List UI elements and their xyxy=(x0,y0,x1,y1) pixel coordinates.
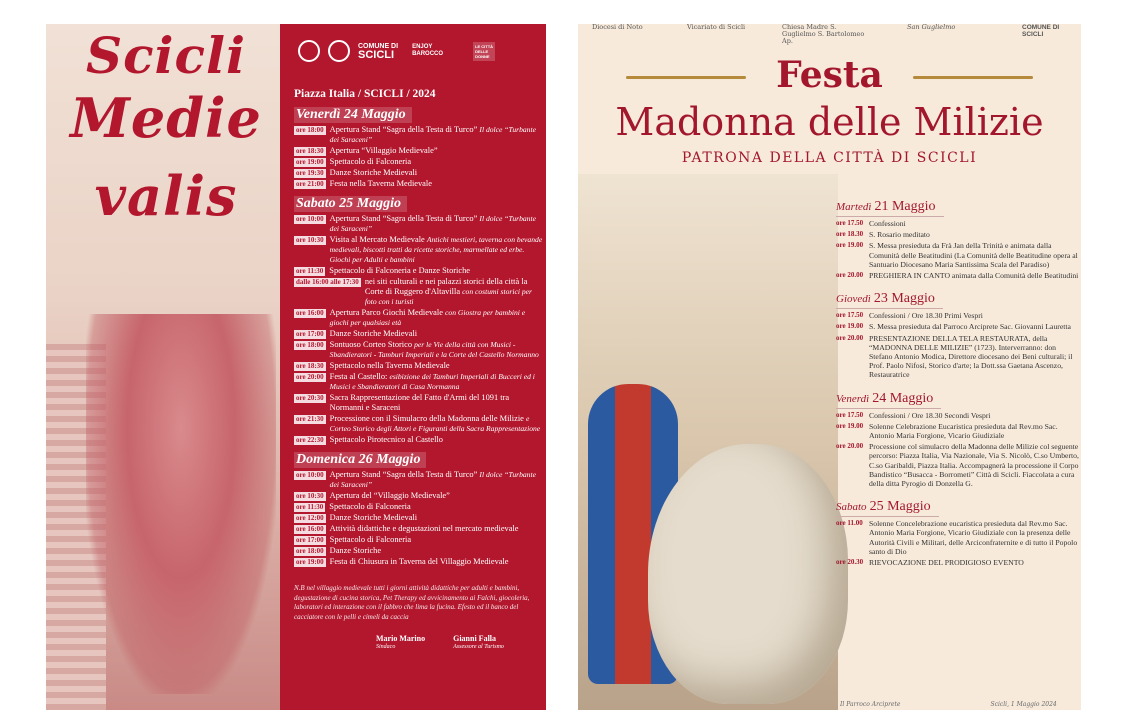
schedule-row xyxy=(294,179,544,189)
enjoy-barocco-logo xyxy=(412,44,443,58)
event-time: ore 19.00 xyxy=(836,421,864,430)
event-time: ore 19.00 xyxy=(836,322,864,331)
schedule-row xyxy=(294,502,544,512)
event-time: ore 17:00 xyxy=(296,330,324,338)
event-description xyxy=(329,266,470,276)
ornament-left xyxy=(626,76,746,79)
statue-photo xyxy=(578,174,838,710)
festa-schedule xyxy=(836,196,1081,575)
footer-signature: Il Parroco Arciprete xyxy=(840,701,901,708)
event-time: ore 19.00 xyxy=(836,241,864,250)
event-detail: con Giostra per bambini e giochi per qualsiasi età xyxy=(329,308,526,327)
schedule-row xyxy=(836,219,1081,228)
logo-san-guglielmo: San Guglielmo xyxy=(907,24,956,31)
event-description xyxy=(330,329,417,339)
event-time: ore 17.50 xyxy=(836,410,864,419)
event-description xyxy=(330,513,417,523)
event-time: ore 18.30 xyxy=(836,230,864,239)
comune-logo-text-2: SCICLI xyxy=(358,48,395,61)
signature-name: Mario Marino xyxy=(376,634,426,643)
event-time: ore 18:30 xyxy=(296,147,324,155)
event-description xyxy=(330,491,450,501)
schedule-row xyxy=(836,230,1081,239)
poster-footer xyxy=(840,701,1057,708)
schedule-row xyxy=(294,513,544,523)
day-date: 23 Maggio xyxy=(873,291,935,307)
event-time: ore 18:00 xyxy=(296,341,324,349)
medieval-schedule xyxy=(294,88,544,651)
event-title: Spettacolo di Falconeria xyxy=(329,535,412,544)
logo-diocesi: Diocesi di Noto xyxy=(592,24,643,31)
event-time: ore 12:00 xyxy=(296,514,324,522)
event-title: Apertura Stand “Sagra della Testa di Turco” xyxy=(329,125,478,134)
day-weekday: Venerdì xyxy=(836,392,870,405)
event-detail: per le Vie della città con Musici - Sbandieratori - Tamburi Imperiali e la Corte del Castello Normanno xyxy=(329,340,539,359)
day-heading: Venerdì 24 Maggio xyxy=(294,107,412,123)
event-title: Festa di Chiusura in Taverna del Villaggio Medievale xyxy=(329,557,509,566)
event-description xyxy=(330,372,544,392)
event-description: RIEVOCAZIONE DEL PRODIGIOSO EVENTO xyxy=(869,558,1024,568)
event-detail: e Corteo Storico degli Attori e Figuranti della Sacra Rappresentazione xyxy=(329,414,541,433)
event-title: Sontuoso Corteo Storico xyxy=(329,340,413,349)
schedule-row xyxy=(836,422,1081,440)
event-title: Spettacolo di Falconeria xyxy=(329,157,412,166)
event-title: Apertura Stand “Sagra della Testa di Turco” xyxy=(329,470,478,479)
event-description xyxy=(330,414,544,434)
schedule-row xyxy=(294,524,544,534)
event-description xyxy=(330,235,544,265)
event-time: ore 18:00 xyxy=(296,126,324,134)
event-time: ore 11.00 xyxy=(836,519,863,528)
event-time: ore 22:30 xyxy=(296,436,324,444)
citta-donne-logo: LE CITTÀ DELLE DONNE xyxy=(475,43,494,59)
event-description xyxy=(330,340,544,360)
schedule-row xyxy=(294,535,544,545)
enjoy-text: ENJOY xyxy=(412,44,433,50)
day-spacer xyxy=(294,446,544,450)
schedule-row xyxy=(294,470,544,490)
schedule-row xyxy=(836,442,1081,488)
event-description xyxy=(330,435,443,445)
comune-logo-text: COMUNE DI xyxy=(358,42,399,50)
event-title: Apertura del “Villaggio Medievale” xyxy=(329,491,450,500)
day-heading xyxy=(836,498,939,517)
event-description: S. Messa presieduta dal Parroco Arciprete Sac. Giovanni Lauretta xyxy=(869,322,1071,332)
signature-role: Assessore al Turismo xyxy=(453,644,504,650)
crest-icon xyxy=(298,40,320,62)
festa-title: Festa xyxy=(776,54,883,96)
schedule-row xyxy=(294,146,544,156)
schedule-row xyxy=(294,308,544,328)
madonna-milizie-poster xyxy=(578,24,1081,710)
event-description: Confessioni xyxy=(869,219,906,228)
schedule-note: N.B nel villaggio medievale tutti i giorni attività didattiche per adulti e bambini, degustazione di cucina storica, Pet Therapy ed avvicinamento ai Falchi, giocoleria, laboratori ed interazione con il fabbro che lima la fucina. Efesto ed il banco del cacciatore con le pelli e cimeli da caccia xyxy=(294,584,530,621)
day-spacer xyxy=(836,282,1081,288)
schedule-row xyxy=(294,372,544,392)
schedule-row xyxy=(294,168,544,178)
schedule-row xyxy=(294,125,544,145)
signature xyxy=(376,634,425,651)
event-detail: Il dolce “Turbante dei Saraceni” xyxy=(329,470,536,489)
day-spacer xyxy=(294,190,544,194)
event-description xyxy=(330,557,509,567)
event-description xyxy=(330,179,432,189)
schedule-row xyxy=(294,361,544,371)
event-description xyxy=(330,470,544,490)
event-description xyxy=(330,535,411,545)
signature xyxy=(453,634,504,651)
comune-logo-icon xyxy=(328,40,350,62)
event-description: S. Messa presieduta da Frà Jan della Trinità e animata dalla Comunità delle Beatitudini (La Comunità delle Beatitudine opera al Santuario Diocesano Maria Santissima Scala del Paradiso) xyxy=(869,241,1078,269)
day-weekday: Sabato xyxy=(836,501,867,514)
event-detail: Il dolce “Turbante dei Saraceni” xyxy=(329,125,536,144)
event-title: Sacra Rappresentazione del Fatto d'Armi del 1091 tra Normanni e Saraceni xyxy=(329,393,510,412)
event-time: ore 17.50 xyxy=(836,219,864,227)
day-spacer xyxy=(836,490,1081,496)
event-title: Spettacolo di Falconeria e Danze Storiche xyxy=(329,266,470,275)
event-time: ore 20.00 xyxy=(836,333,864,342)
event-time: ore 20.00 xyxy=(836,271,864,280)
event-description: Confessioni / Ore 18.30 Secondi Vespri xyxy=(869,410,991,420)
schedule-row xyxy=(294,214,544,234)
signatures xyxy=(294,634,544,651)
schedule-row xyxy=(294,435,544,445)
event-title: Spettacolo di Falconeria xyxy=(329,502,411,511)
madonna-illustration xyxy=(86,314,276,694)
schedule-row xyxy=(294,546,544,556)
event-time: ore 18:00 xyxy=(296,547,324,555)
signature-role: Sindaco xyxy=(376,644,396,650)
schedule-row xyxy=(294,414,544,434)
event-title: Danze Storiche Medievali xyxy=(329,513,418,522)
schedule-row xyxy=(294,277,544,307)
event-title: Festa al Castello: xyxy=(329,372,388,381)
schedule-row xyxy=(294,393,544,413)
event-detail: esibizione dei Tamburi Imperiali di Bucceri ed i Musici e Sbandieratori di Casa Normanna xyxy=(329,372,535,391)
schedule-row xyxy=(294,491,544,501)
event-time: ore 18:30 xyxy=(296,362,324,370)
event-time: dalle 16:00 alle 17:30 xyxy=(296,278,359,286)
event-description xyxy=(330,157,411,167)
comune-logo xyxy=(358,42,398,61)
event-description xyxy=(330,168,417,178)
event-title: Danze Storiche Medievali xyxy=(329,329,418,338)
schedule-row xyxy=(836,411,1081,420)
schedule-row xyxy=(836,311,1081,320)
event-time: ore 11:30 xyxy=(296,503,324,511)
barocco-text: BAROCCO xyxy=(412,51,444,57)
logo-chiesa-madre: Chiesa Madre S. Guglielmo S. Bartolomeo Ap. xyxy=(782,24,865,45)
day-spacer xyxy=(294,568,544,572)
logo-comune: COMUNE DI SCICLI xyxy=(1022,24,1060,38)
day-date: 25 Maggio xyxy=(869,499,931,515)
event-title: Apertura “Villaggio Medievale” xyxy=(329,146,438,155)
schedule-row xyxy=(294,329,544,339)
day-weekday: Martedì xyxy=(836,201,872,213)
event-time: ore 17:00 xyxy=(296,536,324,544)
day-date: 24 Maggio xyxy=(872,390,934,406)
event-time: ore 17.50 xyxy=(836,311,864,320)
event-title: Apertura Parco Giochi Medievale xyxy=(329,308,443,317)
event-time: ore 10:30 xyxy=(296,492,324,500)
day-heading xyxy=(836,390,941,409)
schedule-days xyxy=(294,105,544,572)
schedule-row xyxy=(836,334,1081,380)
schedule-row xyxy=(836,322,1081,331)
madonna-title: Madonna delle Milizie xyxy=(615,100,1044,144)
event-description xyxy=(330,214,544,234)
day-heading xyxy=(836,198,944,217)
day-weekday: Giovedì xyxy=(836,293,871,306)
event-time: ore 21:00 xyxy=(296,180,324,188)
event-time: ore 16:00 xyxy=(296,309,324,317)
event-time: ore 20.30 xyxy=(836,558,864,567)
poster-subtitle: PATRONA DELLA CITTÀ DI SCICLI xyxy=(681,150,978,166)
event-detail: Antichi mestieri, taverna con bevande medievali, biscotti tratti da ricette storiche, marmellate ed erbe. Giochi per Adulti e bambini xyxy=(329,235,543,264)
event-title: Processione con il Simulacro della Madonna delle Milizie xyxy=(329,414,524,423)
sponsor-logos xyxy=(298,34,538,68)
event-description xyxy=(330,361,450,371)
event-title: Festa nella Taverna Medievale xyxy=(329,179,432,188)
schedule-row xyxy=(294,557,544,567)
event-time: ore 19:30 xyxy=(296,169,324,177)
event-location: Piazza Italia / SCICLI / 2024 xyxy=(294,88,436,100)
event-description: PRESENTAZIONE DELLA TELA RESTAURATA, della “MADONNA DELLE MILIZIE” (1723). Interverranno: don Stefano Antonio Modica, Direttore diocesano dei Beni culturali; il Prof. Paolo Nifosì, Storico d'arte; la Dott.ssa Gaetana Ascenzo, Restauratrice xyxy=(869,333,1073,380)
event-description: PREGHIERA IN CANTO animata dalla Comunità delle Beatitudini xyxy=(869,271,1079,281)
poster-title-line-3: valis xyxy=(94,164,238,228)
day-spacer xyxy=(836,382,1081,388)
event-time: ore 10:00 xyxy=(296,471,324,479)
event-description xyxy=(329,502,410,512)
event-description xyxy=(330,146,438,156)
schedule-row xyxy=(294,157,544,167)
horse-statue xyxy=(648,444,848,704)
event-time: ore 21:30 xyxy=(296,415,324,423)
footer-date: Scicli, 1 Maggio 2024 xyxy=(990,701,1057,708)
event-title: nei siti culturali e nei palazzi storici della città la Corte di Ruggero d'Altavilla xyxy=(364,277,528,296)
scicli-medievalis-poster xyxy=(46,24,546,710)
event-description: Confessioni / Ore 18.30 Primi Vespri xyxy=(869,311,983,321)
organizer-logos xyxy=(592,24,1072,46)
event-time: ore 19:00 xyxy=(296,558,324,566)
poster-title-line-2: Medie xyxy=(70,86,262,150)
event-title: Spettacolo Pirotecnico al Castello xyxy=(329,435,443,444)
day-spacer xyxy=(836,569,1081,575)
event-description xyxy=(330,393,544,413)
event-description: S. Rosario meditato xyxy=(869,230,930,240)
event-time: ore 19:00 xyxy=(296,158,324,166)
schedule-row xyxy=(294,235,544,265)
day-date: 21 Maggio xyxy=(874,199,936,214)
day-heading xyxy=(836,290,943,309)
event-time: ore 10:30 xyxy=(296,236,324,244)
schedule-row xyxy=(836,241,1081,269)
event-description: Solenne Celebrazione Eucaristica presieduta dal Rev.mo Sac. Antonio Maria Forgione, Vicario Giudiziale xyxy=(869,421,1058,441)
event-time: ore 20:00 xyxy=(296,373,324,381)
schedule-row xyxy=(294,266,544,276)
schedule-row xyxy=(294,340,544,360)
event-title: Spettacolo nella Taverna Medievale xyxy=(329,361,450,370)
event-description: Solenne Concelebrazione eucaristica presieduta dal Rev.mo Sac. Antonio Maria Forgione, Vicario Giudiziale con la presenza delle Autorità Civili e Militari, delle Arciconfraternite e di tutto il Popolo santo di Dio xyxy=(869,519,1078,556)
day-heading: Domenica 26 Maggio xyxy=(294,452,426,468)
event-description xyxy=(330,308,544,328)
poster-title-line-1: Scicli xyxy=(86,26,246,85)
event-time: ore 10:00 xyxy=(296,215,324,223)
event-description xyxy=(330,125,544,145)
event-time: ore 11:30 xyxy=(296,267,324,275)
event-time: ore 16:00 xyxy=(296,525,324,533)
schedule-row xyxy=(836,558,1081,567)
event-description xyxy=(330,546,381,556)
ornament-right xyxy=(913,76,1033,79)
event-title: Visita al Mercato Medievale xyxy=(329,235,425,244)
event-title: Danze Storiche xyxy=(329,546,382,555)
day-heading: Sabato 25 Maggio xyxy=(294,196,407,212)
schedule-row xyxy=(836,519,1081,556)
event-title: Danze Storiche Medievali xyxy=(329,168,418,177)
schedule-row xyxy=(836,271,1081,280)
event-time: ore 20:30 xyxy=(296,394,324,402)
event-title: Attività didattiche e degustazioni nel mercato medievale xyxy=(329,524,519,533)
event-time: ore 20.00 xyxy=(836,442,864,451)
event-detail: Il dolce “Turbante dei Saraceni” xyxy=(329,214,536,233)
logo-vicariato: Vicariato di Scicli xyxy=(687,24,746,31)
event-description: Processione col simulacro della Madonna delle Milizie col seguente percorso: Piazza Italia, Via Nazionale, Via S. Nicolò, C.so Umberto, C.so Garibaldi, Piazza Italia. Accompagnerà la processione il Corpo Bandistico “Busacca - Borrometi” Città di Scicli. Fiaccolata a cura della ditta Pyrogio di Donzella G. xyxy=(869,442,1079,489)
event-description xyxy=(330,524,519,534)
signature-name: Gianni Falla xyxy=(453,634,497,643)
event-description xyxy=(365,277,544,307)
event-title: Apertura Stand “Sagra della Testa di Turco” xyxy=(329,214,478,223)
event-detail: con costumi storici per foto con i turisti xyxy=(364,287,532,306)
